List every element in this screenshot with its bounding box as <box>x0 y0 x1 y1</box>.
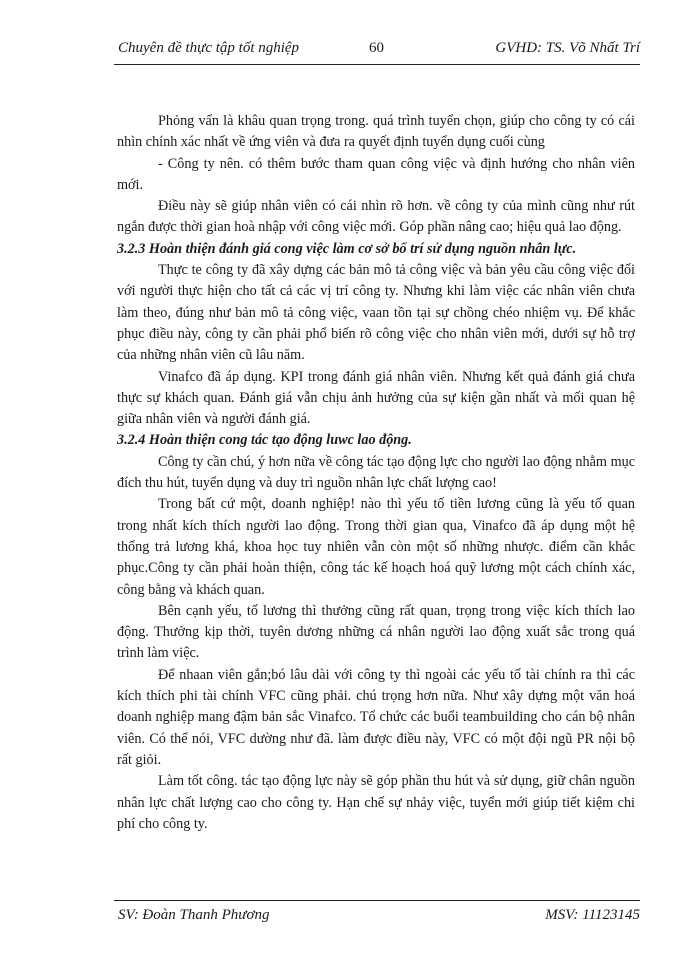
paragraph: Để nhaan viên gắn;bó lâu dài với công ty thì ngoài các yếu tố tài chính ra thì các kích thích phi tài chính VFC cũng phải. chú trọng hơn nữa. Như xây dựng một văn hoá doanh nghiệp mang đậm bản sắc Vinafco. Tổ chức các buổi teambuilding cho cán bộ nhân viên. Có thể nói, VFC dường như đã. làm được điều này, VFC có một đội ngũ PR nội bộ rất giỏi. <box>117 666 635 768</box>
student-name: SV: Đoàn Thanh Phương <box>118 907 270 923</box>
page-body <box>117 111 635 835</box>
page-footer <box>114 900 640 927</box>
paragraph: - Công ty nên. có thêm bước tham quan công việc và định hướng cho nhân viên mới. <box>117 155 635 193</box>
paragraph: Bên cạnh yếu, tố lương thì thưởng cũng rất quan, trọng trong việc kích thích lao động. Thưởng kịp thời, tuyên dương những cá nhân người lao động xuất sắc trong quá trình làm việc. <box>117 602 635 662</box>
advisor-name: GVHD: TS. Võ Nhất Trí <box>495 40 640 56</box>
page-number: 60 <box>369 40 384 56</box>
paragraph: Vinafco đã áp dụng. KPI trong đánh giá nhân viên. Nhưng kết quả đánh giá chưa thực sự khách quan. Đánh giá vẫn chịu ảnh hưởng của sự kiện gần nhất và mối quan hệ giữa nhân viên và người đánh giá. <box>117 368 635 428</box>
paragraph: Phỏng vấn là khâu quan trọng trong. quá trình tuyển chọn, giúp cho công ty có cái nhìn chính xác nhất về ứng viên và đưa ra quyết định tuyển dụng cuối cùng <box>117 113 635 151</box>
paragraph: Trong bất cứ một, doanh nghiệp! nào thì yếu tố tiền lương cũng là yếu tố quan trong nhất kích thích người lao động. Trong thời gian qua, Vinafco đã áp dụng một hệ thống trả lương khá, khoa học tuy nhiên vẫn còn một số những nhược. điểm cần khắc phục.Công ty cần phải hoàn thiện, công tác kế hoạch hoá quỹ lương một cách chính xác, công bằng và khách quan. <box>117 496 635 598</box>
page-header <box>114 38 640 65</box>
paragraph: Thực te công ty đã xây dựng các bản mô tả công việc và bản yêu cầu công việc đối với người thực hiện cho tất cả các vị trí công ty. Nhưng khi làm việc các nhân viên chưa làm theo, đúng như bản mô tả công việc, vaan tồn tại sự chồng chéo nhiệm vụ. Để khắc phục điều này, công ty cần phải phổ biến rõ công việc cho nhân viên mới, dưới sự hỗ trợ của những nhân viên cũ lâu năm. <box>117 262 635 364</box>
document-title: Chuyên đề thực tập tốt nghiệp <box>118 40 300 56</box>
paragraph: Công ty cần chú, ý hơn nữa về công tác tạo động lực cho người lao động nhằm mục đích thu hút, tuyển dụng và duy trì nguồn nhân lực chất lượng cao! <box>117 453 635 492</box>
student-id: MSV: 11123145 <box>545 907 640 923</box>
paragraph: Làm tốt công. tác tạo động lực này sẽ góp phần thu hút và sử dụng, giữ chân nguồn nhân lực chất lượng cao cho công ty. Hạn chế sự nhảy việc, tuyển mới giúp tiết kiệm chi phí cho công ty. <box>117 773 635 832</box>
section-heading: 3.2.3 Hoàn thiện đánh giá cong việc làm cơ sở bố trí sử dụng nguồn nhân lực. <box>117 240 577 257</box>
paragraph: Điều này sẽ giúp nhân viên có cái nhìn rõ hơn. về công ty của mình cũng như rút ngắn được thời gian hoà nhập với công việc mới. Góp phần nâng cao; hiệu quả lao động. <box>117 198 635 236</box>
section-heading: 3.2.4 Hoàn thiện cong tác tạo động luwc lao động. <box>117 432 412 449</box>
